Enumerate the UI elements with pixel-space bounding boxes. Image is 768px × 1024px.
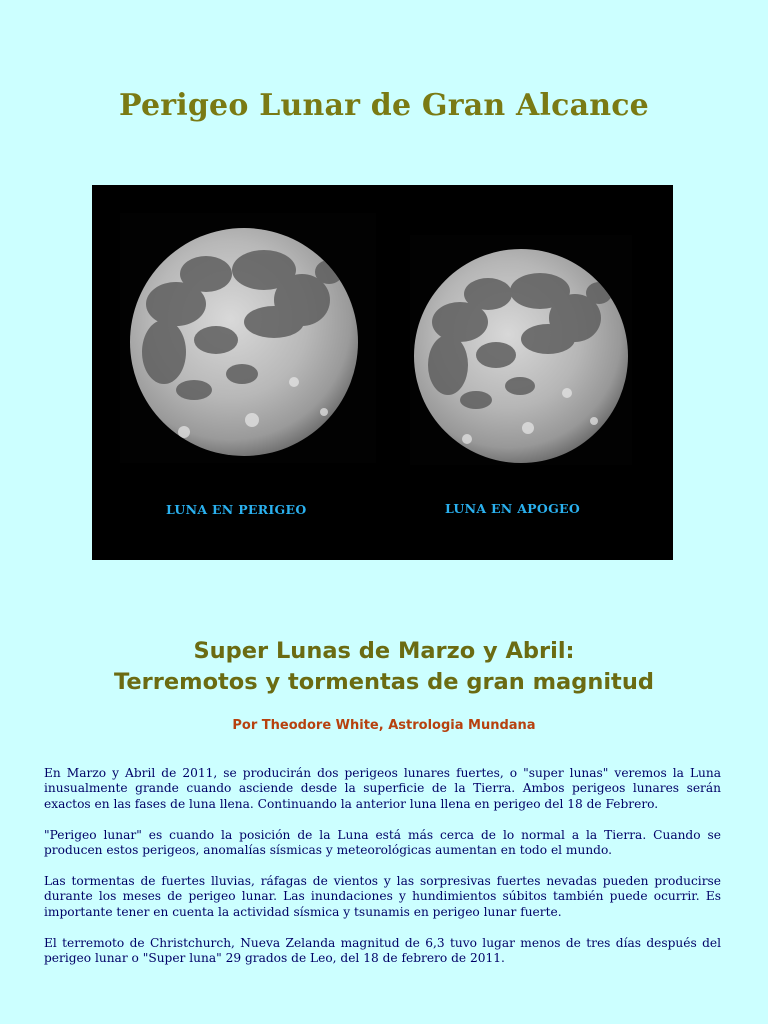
paragraph-1: En Marzo y Abril de 2011, se producirán dos perigeos lunares fuertes, o "super lunas" veremos la Luna inusualmente grande cuando asciende desde la superficie de la Tierra. Ambos perigeos lunares serán exactos en las fases de luna llena. Continuando la anterior luna llena en perigeo del 18 de Febrero.	[44, 766, 721, 811]
article-body	[44, 766, 721, 982]
perigee-moon-image	[124, 222, 364, 462]
moon-comparison-figure	[92, 185, 673, 560]
apogee-moon-image	[412, 247, 630, 465]
paragraph-2: "Perigeo lunar" es cuando la posición de la Luna está más cerca de lo normal a la Tierra. Cuando se producen estos perigeos, anomalías sísmicas y meteorológicas aumentan en todo el mundo.	[44, 827, 721, 858]
article-subtitle	[0, 636, 768, 698]
paragraph-4: El terremoto de Christchurch, Nueva Zelanda magnitud de 6,3 tuvo lugar menos de tres días después del perigeo lunar o "Super luna" 29 grados de Leo, del 18 de febrero de 2011.	[44, 935, 721, 966]
byline: Por Theodore White, Astrologia Mundana	[232, 718, 536, 733]
paragraph-3: Las tormentas de fuertes lluvias, ráfagas de vientos y las sorpresivas fuertes nevadas pueden producirse durante los meses de perigeo lunar. Las inundaciones y hundimientos súbitos también puede ocurrir. Es importante tener en cuenta la actividad sísmica y tsunamis en perigeo lunar fuerte.	[44, 874, 721, 919]
subtitle-line-2: Terremotos y tormentas de gran magnitud	[114, 669, 654, 695]
subtitle-line-1: Super Lunas de Marzo y Abril:	[193, 638, 575, 664]
apogee-caption: LUNA EN APOGEO	[445, 501, 581, 516]
perigee-caption: LUNA EN PERIGEO	[166, 502, 307, 517]
page-title: Perigeo Lunar de Gran Alcance	[119, 88, 649, 123]
